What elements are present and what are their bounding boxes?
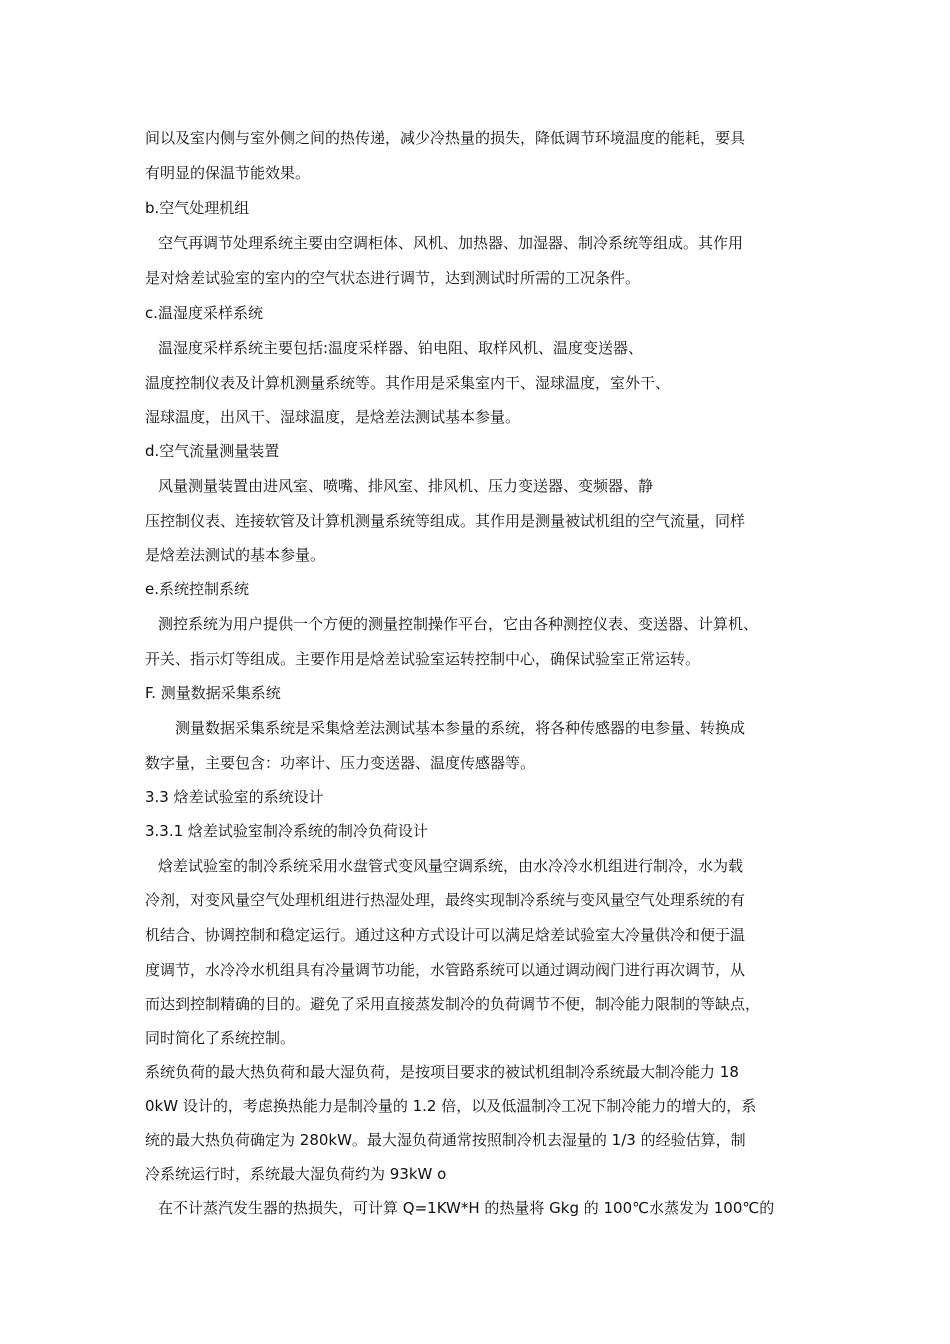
body-paragraph-line: 风量测量装置由进风室、喷嘴、排风室、排风机、压力变送器、变频器、静 <box>158 477 654 495</box>
body-paragraph-line: 冷系统运行时，系统最大湿负荷约为 93kW o <box>145 1165 447 1183</box>
section-heading: c.温湿度采样系统 <box>145 304 264 322</box>
body-paragraph-line: 0kW 设计的，考虑换热能力是制冷量的 1.2 倍，以及低温制冷工况下制冷能力的增大的，系 <box>145 1097 757 1115</box>
section-heading: 3.3 焓差试验室的系统设计 <box>145 788 324 806</box>
section-heading: F. 测量数据采集系统 <box>145 684 281 702</box>
section-heading: d.空气流量测量装置 <box>145 442 280 460</box>
body-paragraph-line: 湿球温度，出风干、湿球温度，是焓差法测试基本参量。 <box>145 408 521 426</box>
section-heading: b.空气处理机组 <box>145 199 250 217</box>
body-paragraph-line: 是焓差法测试的基本参量。 <box>145 546 326 564</box>
body-paragraph-line: 数字量，主要包含：功率计、压力变送器、温度传感器等。 <box>145 754 536 772</box>
body-paragraph-line: 冷剂，对变风量空气处理机组进行热湿处理，最终实现制冷系统与变风量空气处理系统的有 <box>145 891 746 909</box>
body-paragraph-line: 同时简化了系统控制。 <box>145 1029 296 1047</box>
body-paragraph-line: 开关、指示灯等组成。主要作用是焓差试验室运转控制中心，确保试验室正常运转。 <box>145 650 701 668</box>
body-paragraph-line: 度调节，水冷冷水机组具有冷量调节功能，水管路系统可以通过调动阀门进行再次调节，从 <box>145 961 746 979</box>
body-paragraph-line: 系统负荷的最大热负荷和最大湿负荷，是按项目要求的被试机组制冷系统最大制冷能力 18 <box>145 1063 739 1081</box>
body-paragraph-line: 而达到控制精确的目的。避免了采用直接蒸发制冷的负荷调节不便，制冷能力限制的等缺点， <box>145 995 761 1013</box>
section-heading: e.系统控制系统 <box>145 580 249 598</box>
body-paragraph-line: 统的最大热负荷确定为 280kW。最大湿负荷通常按照制冷机去湿量的 1/3 的经验估算，制 <box>145 1131 746 1149</box>
body-paragraph-line: 温湿度采样系统主要包括:温度采样器、铂电阻、取样风机、温度变送器、 <box>158 339 644 357</box>
body-paragraph-line: 在不计蒸汽发生器的热损失，可计算 Q=1KW*H 的热量将 Gkg 的 100℃水蒸发为 100℃的 <box>158 1199 775 1217</box>
body-paragraph-line: 压控制仪表、连接软管及计算机测量系统等组成。其作用是测量被试机组的空气流量，同样 <box>145 512 746 530</box>
body-paragraph-line: 间以及室内侧与室外侧之间的热传递，减少冷热量的损失，降低调节环境温度的能耗，要具 <box>145 129 746 147</box>
body-paragraph-line: 是对焓差试验室的室内的空气状态进行调节，达到测试时所需的工况条件。 <box>145 269 641 287</box>
body-paragraph-line: 空气再调节处理系统主要由空调柜体、风机、加热器、加湿器、制冷系统等组成。其作用 <box>158 234 744 252</box>
body-paragraph-line: 焓差试验室的制冷系统采用水盘管式变风量空调系统，由水冷冷水机组进行制冷，水为载 <box>158 857 744 875</box>
subsection-heading: 3.3.1 焓差试验室制冷系统的制冷负荷设计 <box>145 822 428 840</box>
body-paragraph-line: 测控系统为用户提供一个方便的测量控制操作平台，它由各种测控仪表、变送器、计算机、 <box>158 615 759 633</box>
body-paragraph-line: 机结合、协调控制和稳定运行。通过这种方式设计可以满足焓差试验室大冷量供冷和便于温 <box>145 926 746 944</box>
body-paragraph-line: 温度控制仪表及计算机测量系统等。其作用是采集室内干、湿球温度，室外干、 <box>145 374 671 392</box>
body-paragraph-line: 测量数据采集系统是采集焓差法测试基本参量的系统，将各种传感器的电参量、转换成 <box>175 719 746 737</box>
body-paragraph-line: 有明显的保温节能效果。 <box>145 164 311 182</box>
